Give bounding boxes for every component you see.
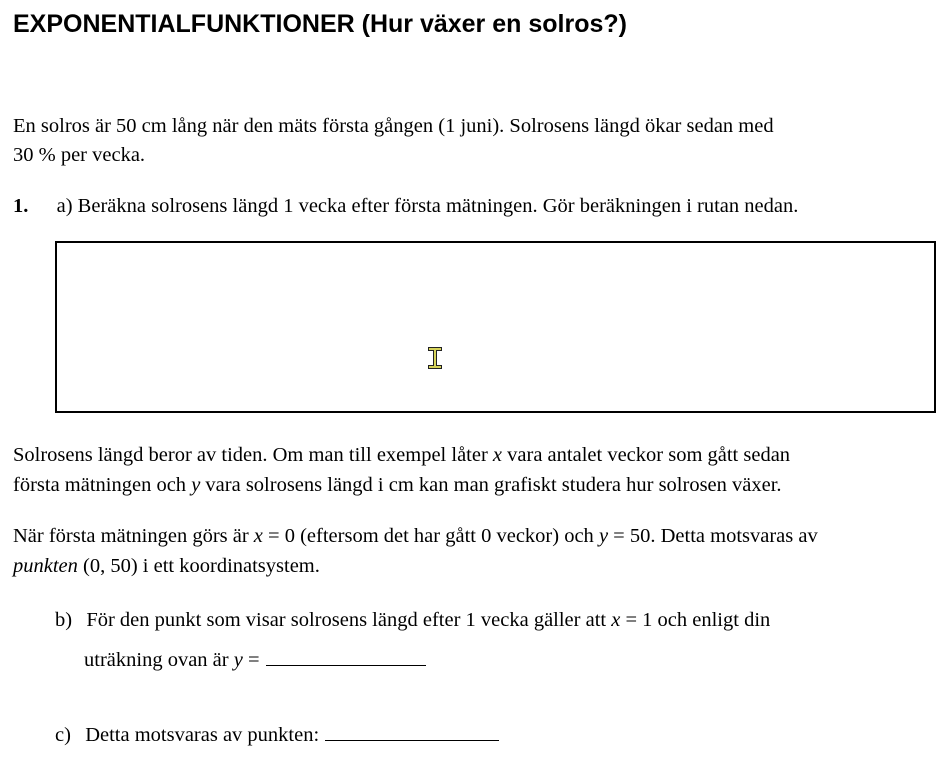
answer-box[interactable] (55, 241, 936, 413)
text-span: Solrosens längd beror av tiden. Om man till exempel låter (13, 444, 493, 466)
text-span: Detta motsvaras av punkten: (85, 724, 320, 746)
intro-line-2: 30 % per vecka. (13, 144, 146, 166)
text-span: = 1 och enligt din (620, 609, 771, 631)
variable-y: y (233, 649, 243, 671)
intro-line-1: En solros är 50 cm lång när den mäts första gången (1 juni). Solrosens längd ökar sedan med (13, 115, 774, 137)
text-span: vara antalet veckor som gått sedan (502, 444, 791, 466)
variable-x: x (611, 609, 621, 631)
question-c-label: c) (55, 724, 71, 746)
variable-x: x (253, 525, 263, 547)
answer-blank-c[interactable] (325, 722, 499, 741)
answer-blank-b[interactable] (266, 647, 426, 666)
question-number: 1. (13, 195, 29, 217)
text-span: (0, 50) i ett koordinatsystem. (77, 555, 320, 577)
text-span: = 0 (eftersom det har gått 0 veckor) och (262, 525, 599, 547)
question-b-line-1 (55, 608, 770, 632)
paragraph-3-line-2 (13, 554, 320, 578)
variable-y: y (191, 474, 201, 496)
page-title: EXPONENTIALFUNKTIONER (Hur växer en solros?) (13, 10, 627, 38)
question-b-label: b) (55, 609, 73, 631)
variable-y: y (598, 525, 609, 547)
variable-x: x (492, 444, 503, 466)
paragraph-2-line-2 (13, 473, 782, 497)
question-1a (13, 194, 798, 218)
text-cursor-icon (425, 346, 445, 370)
text-span: vara solrosens längd i cm kan man grafiskt studera hur solrosen växer. (200, 474, 782, 496)
question-c (55, 722, 499, 747)
text-span: = (242, 649, 260, 671)
text-span: För den punkt som visar solrosens längd efter 1 vecka gäller att (86, 609, 612, 631)
paragraph-2-line-1 (13, 443, 790, 467)
text-span: uträkning ovan är (84, 649, 234, 671)
question-1a-text: a) Beräkna solrosens längd 1 vecka efter första mätningen. Gör beräkningen i rutan nedan. (56, 195, 799, 217)
text-span: första mätningen och (13, 474, 192, 496)
paragraph-3-line-1 (13, 524, 818, 548)
question-b-line-2 (84, 647, 426, 672)
text-span: = 50. Detta motsvaras av (608, 525, 818, 547)
text-span: När första mätningen görs är (13, 525, 254, 547)
italic-term: punkten (13, 555, 78, 577)
